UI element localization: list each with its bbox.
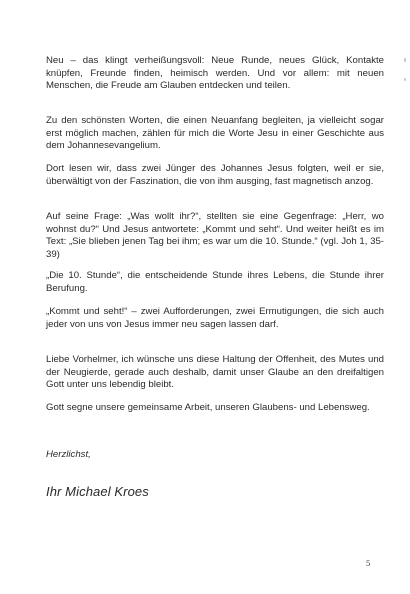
paragraph-come-and-see: „Kommt und seht!“ – zwei Aufforderungen, zwei Ermutigungen, die sich auch jeder von uns von Jesus immer neu sagen lassen darf. <box>46 306 384 330</box>
page-number: 5 <box>366 558 371 568</box>
paragraph-question: Auf seine Frage: „Was wollt ihr?“, stellten sie eine Gegenfrage: „Herr, wo wohnst du?“ Und Jesus antwortete: „Kommt und seht“. Und weiter heißt es im Text: „Sie blieben jenen Tag bei ihm; es war um die 10. Stunde.“ (vgl. Joh 1, 35-39) <box>46 211 384 260</box>
closing-greeting: Herzlichst, <box>46 449 91 460</box>
paragraph-beautiful-words: Zu den schönsten Worten, die einen Neuanfang begleiten, ja vielleicht sogar erst möglich machen, zählen für mich die Worte Jesu in einer Geschichte aus dem Johannesevangelium. <box>46 115 384 152</box>
paragraph-blessing: Gott segne unsere gemeinsame Arbeit, unseren Glaubens- und Lebensweg. <box>46 402 370 413</box>
scan-edge-mark <box>404 58 406 62</box>
paragraph-new-beginning: Neu – das klingt verheißungsvoll: Neue Runde, neues Glück, Kontakte knüpfen, Freunde finden, heimisch werden. Und vor allem: mit neuen Menschen, die Freude am Glauben entdecken und teilen. <box>46 55 384 92</box>
paragraph-tenth-hour: „Die 10. Stunde“, die entscheidende Stunde ihres Lebens, die Stunde ihrer Berufung. <box>46 270 384 294</box>
author-signature: Ihr Michael Kroes <box>46 484 149 499</box>
scan-edge-mark <box>404 78 406 81</box>
paragraph-disciples: Dort lesen wir, dass zwei Jünger des Johannes Jesus folgten, weil er sie, überwältigt von der Faszination, die von ihm ausging, fast magnetisch anzog. <box>46 163 384 187</box>
paragraph-wish: Liebe Vorhelmer, ich wünsche uns diese Haltung der Offenheit, des Mutes und der Neugierde, gerade auch deshalb, damit unser Glaube an den dreifaltigen Gott unter uns lebendig bleibt. <box>46 354 384 391</box>
